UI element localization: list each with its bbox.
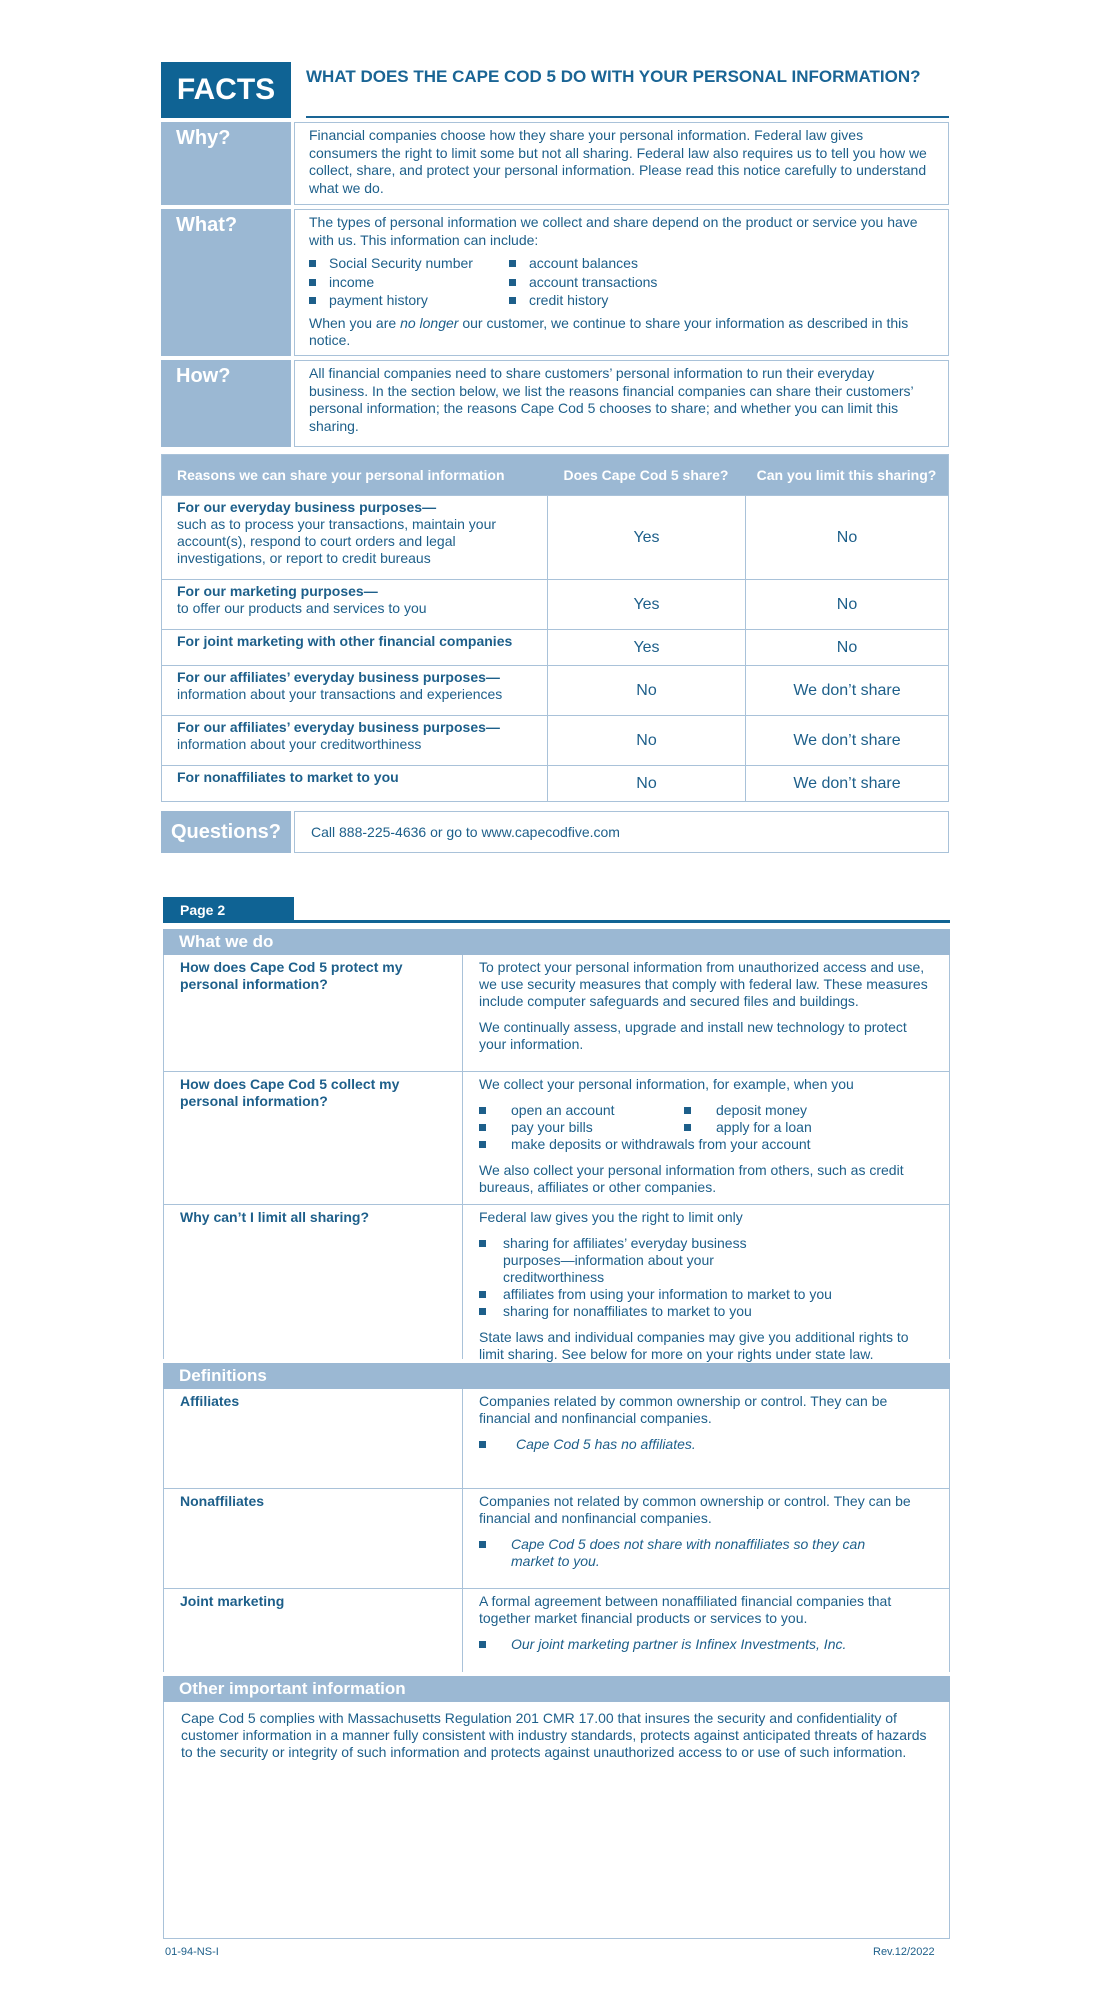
why-section <box>161 122 949 205</box>
bullet-square-icon <box>479 1124 486 1131</box>
facts-page-2 <box>163 897 950 1939</box>
protect-question: How does Cape Cod 5 protect my personal information? <box>180 959 403 992</box>
bullet-square-icon <box>509 297 516 304</box>
table-row: For our everyday business purposes— such as to process your transactions, maintain your account(s), respond to court orders and legal investigations, or report to credit bureaus Yes No <box>162 495 948 579</box>
why-label: Why? <box>161 122 291 205</box>
joint-marketing-term: Joint marketing <box>180 1593 285 1609</box>
bullet-square-icon <box>479 1541 486 1548</box>
list-item: account balances <box>509 255 759 273</box>
list-item: credit history <box>509 292 759 310</box>
bullet-square-icon <box>509 279 516 286</box>
column-header-share: Does Cape Cod 5 share? <box>563 466 729 483</box>
joint-marketing-row <box>164 1589 949 1672</box>
how-label: How? <box>161 360 291 447</box>
why-text: Financial companies choose how they share your personal information. Federal law gives consumers the right to limit some but not all sharing. Federal law also requires us to tell you how we collect, share, and protect your personal information. Please read this notice carefully to understand what we do. <box>294 122 949 205</box>
table-row: For our marketing purposes— to offer our products and services to you Yes No <box>162 579 948 629</box>
list-item: apply for a loan <box>684 1119 884 1136</box>
facts-header <box>161 62 949 118</box>
list-item: open an account <box>479 1102 684 1119</box>
limit-list <box>479 1235 933 1320</box>
what-we-do-box <box>163 955 950 1362</box>
header-rule <box>294 897 950 923</box>
bullet-square-icon <box>479 1291 486 1298</box>
questions-text: Call 888-225-4636 or go to www.capecodfive.com <box>294 811 949 853</box>
affiliates-term: Affiliates <box>180 1393 240 1409</box>
column-header-limit: Can you limit this sharing? <box>756 466 937 483</box>
bullet-square-icon <box>479 1308 486 1315</box>
what-we-do-heading: What we do <box>163 929 950 955</box>
other-info-heading: Other important information <box>163 1676 950 1702</box>
limit-question: Why can’t I limit all sharing? <box>180 1209 370 1225</box>
list-item: account transactions <box>509 274 759 292</box>
what-list <box>309 255 934 310</box>
definitions-heading: Definitions <box>163 1363 950 1389</box>
what-section <box>161 209 949 356</box>
nonaffiliates-row <box>164 1489 949 1589</box>
bullet-square-icon <box>684 1124 691 1131</box>
nonaffiliates-definition: Companies not related by common ownership or control. They can be financial and nonfinancial companies. <box>479 1493 911 1526</box>
list-item: sharing for affiliates’ everyday business purposes—information about your creditworthiness <box>479 1235 933 1286</box>
collect-question: How does Cape Cod 5 collect my personal information? <box>180 1076 400 1109</box>
bullet-square-icon <box>309 279 316 286</box>
table-header <box>162 455 948 495</box>
collect-row <box>164 1072 949 1205</box>
bullet-square-icon <box>509 260 516 267</box>
table-row: For our affiliates’ everyday business purposes— information about your creditworthiness No We don’t share <box>162 715 948 765</box>
how-section <box>161 360 949 447</box>
table-row: For our affiliates’ everyday business purposes— information about your transactions and experiences No We don’t share <box>162 665 948 715</box>
list-item: affiliates from using your information to market to you <box>479 1286 933 1303</box>
joint-marketing-definition: A formal agreement between nonaffiliated financial companies that together market financial products or services to you. <box>479 1593 892 1626</box>
what-label: What? <box>161 209 291 356</box>
bullet-square-icon <box>479 1240 486 1247</box>
form-code: 01-94-NS-I <box>165 1946 219 1958</box>
list-item: Our joint marketing partner is Infinex Investments, Inc. <box>479 1636 933 1653</box>
collect-list <box>479 1102 933 1153</box>
list-item: income <box>309 274 509 292</box>
list-item: Cape Cod 5 has no affiliates. <box>479 1436 933 1453</box>
affiliates-row <box>164 1389 949 1489</box>
sharing-table <box>161 454 949 802</box>
bullet-square-icon <box>309 297 316 304</box>
facts-label: FACTS <box>161 62 291 118</box>
page-2-header <box>163 897 950 923</box>
bullet-square-icon <box>309 260 316 267</box>
bullet-square-icon <box>479 1641 486 1648</box>
protect-row <box>164 955 949 1072</box>
list-item: sharing for nonaffiliates to market to you <box>479 1303 933 1320</box>
questions-section <box>161 811 949 853</box>
limit-row <box>164 1205 949 1362</box>
bullet-square-icon <box>479 1107 486 1114</box>
table-row: For nonaffiliates to market to you No We don’t share <box>162 765 948 801</box>
affiliates-definition: Companies related by common ownership or control. They can be financial and nonfinancial companies. <box>479 1393 888 1426</box>
table-row: For joint marketing with other financial companies Yes No <box>162 629 948 665</box>
questions-label: Questions? <box>161 811 291 853</box>
list-item: pay your bills <box>479 1119 684 1136</box>
how-text: All financial companies need to share customers’ personal information to run their everyday business. In the section below, we list the reasons financial companies can share their customers’ personal information; the reasons Cape Cod 5 chooses to share; and whether you can limit this sharing. <box>294 360 949 447</box>
what-intro: The types of personal information we collect and share depend on the product or service you have with us. This information can include: <box>309 214 918 248</box>
list-item: Cape Cod 5 does not share with nonaffiliates so they can market to you. <box>479 1536 933 1570</box>
list-item: make deposits or withdrawals from your account <box>479 1136 884 1153</box>
list-item: deposit money <box>684 1102 884 1119</box>
page-2-tag: Page 2 <box>163 897 294 923</box>
list-item: Social Security number <box>309 255 509 273</box>
list-item: payment history <box>309 292 509 310</box>
collect-answer: We collect your personal information, for example, when you open an account deposit money pay your bills apply for a loan make deposits or withdrawals from your account We also collect your personal information from others, such as credit bureaus, affiliates or other companies. <box>462 1072 949 1204</box>
bullet-square-icon <box>479 1441 486 1448</box>
facts-page-1 <box>161 62 949 853</box>
limit-answer: Federal law gives you the right to limit only sharing for affiliates’ everyday business purposes—information about your creditworthiness affiliates from using your information to market to you sharing for nonaffiliates to market to you State laws and individual companies may give you additional rights to limit sharing. See below for more on your rights under state law. <box>462 1205 949 1359</box>
bullet-square-icon <box>479 1141 486 1148</box>
other-info-text: Cape Cod 5 complies with Massachusetts Regulation 201 CMR 17.00 that insures the security and confidentiality of customer information in a manner fully consistent with industry standards, protects against anticipated threats of hazards to the security or integrity of such information and protects against unauthorized access to or use of such information. <box>163 1702 950 1939</box>
nonaffiliates-term: Nonaffiliates <box>180 1493 265 1509</box>
bullet-square-icon <box>684 1107 691 1114</box>
what-body <box>294 209 949 356</box>
column-header-reasons: Reasons we can share your personal information <box>177 466 505 483</box>
revision-date: Rev.12/2022 <box>873 1946 935 1958</box>
what-outro: When you are no longer our customer, we continue to share your information as described in this notice. <box>309 314 909 348</box>
protect-answer: To protect your personal information from unauthorized access and use, we use security measures that comply with federal law. These measures include computer safeguards and secured files and buildings. We continually assess, upgrade and install new technology to protect your information. <box>462 955 949 1071</box>
definitions-box <box>163 1389 950 1672</box>
page-title: WHAT DOES THE CAPE COD 5 DO WITH YOUR PERSONAL INFORMATION? <box>306 62 949 118</box>
